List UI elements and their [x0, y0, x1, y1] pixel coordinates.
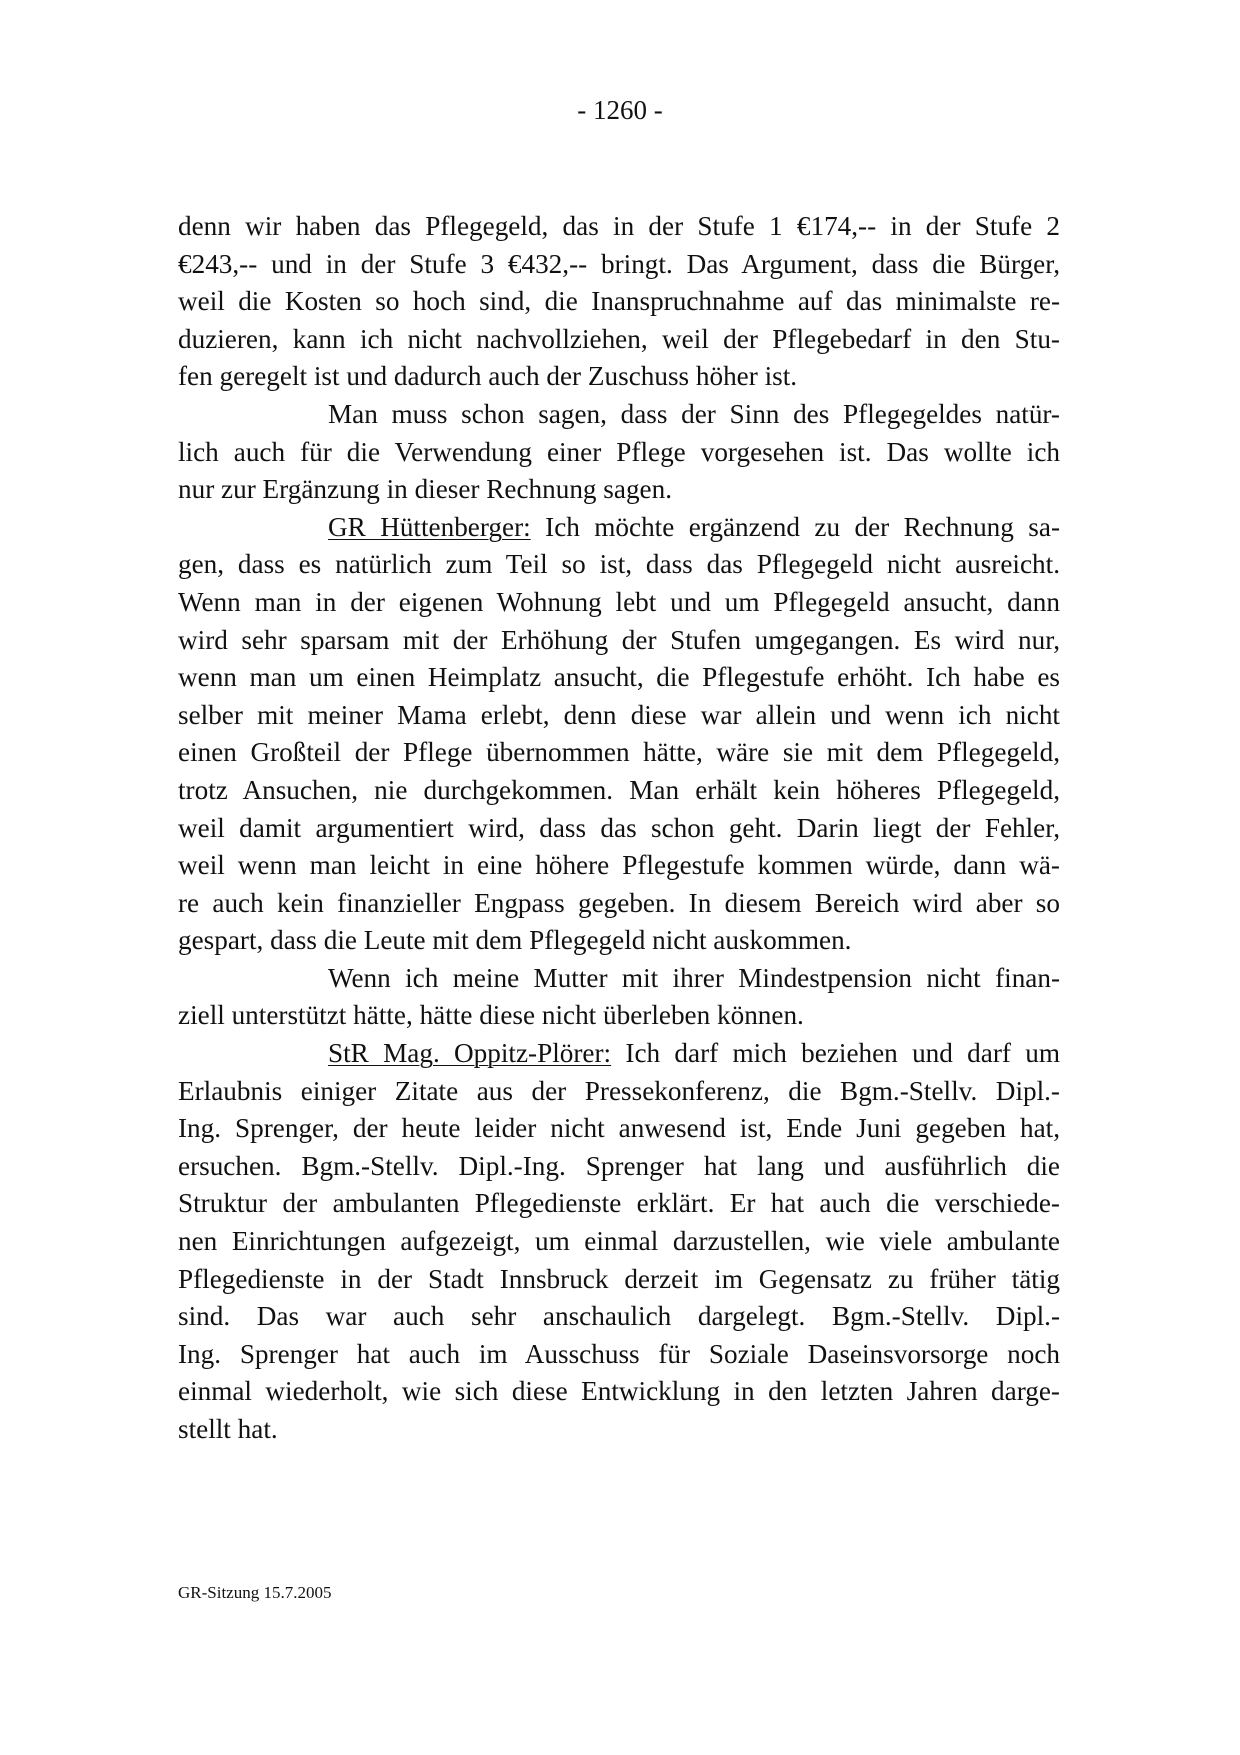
text-line: Pflegedienste in der Stadt Innsbruck derzeit im Gegensatz zu früher tätig	[178, 1263, 1060, 1294]
text-line: Ing. Sprenger hat auch im Ausschuss für Soziale Daseinsvorsorge noch	[178, 1338, 1060, 1369]
speaker-line-text: Ich darf mich beziehen und darf um	[611, 1038, 1060, 1069]
text-line: re auch kein finanzieller Engpass gegeben. In diesem Bereich wird aber so	[178, 887, 1060, 918]
text-line: einen Großteil der Pflege übernommen hätte, wäre sie mit dem Pflegegeld,	[178, 737, 1060, 768]
page-footer: GR-Sitzung 15.7.2005	[178, 1583, 332, 1602]
page-number: - 1260 -	[577, 95, 663, 125]
text-line: €243,-- und in der Stufe 3 €432,-- bringt. Das Argument, dass die Bürger,	[178, 248, 1060, 279]
text-line: lich auch für die Verwendung einer Pflege vorgesehen ist. Das wollte ich	[178, 436, 1060, 467]
text-line: weil die Kosten so hoch sind, die Inanspruchnahme auf das minimalste re-	[178, 286, 1060, 317]
text-line: weil wenn man leicht in eine höhere Pflegestufe kommen würde, dann wä-	[178, 850, 1060, 881]
text-line: Struktur der ambulanten Pflegedienste erklärt. Er hat auch die verschiede-	[178, 1188, 1060, 1219]
text-line: nur zur Ergänzung in dieser Rechnung sagen.	[178, 474, 673, 505]
text-line: gespart, dass die Leute mit dem Pflegegeld nicht auskommen.	[178, 925, 852, 956]
text-line: wird sehr sparsam mit der Erhöhung der Stufen umgegangen. Es wird nur,	[178, 624, 1060, 655]
text-line: Ing. Sprenger, der heute leider nicht anwesend ist, Ende Juni gegeben hat,	[178, 1113, 1060, 1144]
text-line: fen geregelt ist und dadurch auch der Zuschuss höher ist.	[178, 361, 798, 392]
speaker-line-text: Ich möchte ergänzend zu der Rechnung sa-	[530, 511, 1060, 542]
text-line: stellt hat.	[178, 1414, 278, 1444]
document-body	[178, 208, 1060, 1449]
text-line: denn wir haben das Pflegegeld, das in der Stufe 1 €174,-- in der Stufe 2	[178, 211, 1060, 241]
text-line: Man muss schon sagen, dass der Sinn des Pflegegeldes natür-	[328, 398, 1060, 429]
text-line: Erlaubnis einiger Zitate aus der Pressekonferenz, die Bgm.-Stellv. Dipl.-	[178, 1075, 1060, 1106]
text-line: duzieren, kann ich nicht nachvollziehen, weil der Pflegebedarf in den Stu-	[178, 323, 1060, 354]
text-line: nen Einrichtungen aufgezeigt, um einmal darzustellen, wie viele ambulante	[178, 1226, 1060, 1257]
text-line: wenn man um einen Heimplatz ansucht, die Pflegestufe erhöht. Ich habe es	[178, 662, 1060, 693]
speaker-line	[178, 509, 1060, 547]
text-line: selber mit meiner Mama erlebt, denn diese war allein und wenn ich nicht	[178, 699, 1060, 730]
text-line: ersuchen. Bgm.-Stellv. Dipl.-Ing. Sprenger hat lang und ausführlich die	[178, 1150, 1060, 1181]
speaker-line	[178, 1035, 1060, 1073]
text-line: Wenn ich meine Mutter mit ihrer Mindestpension nicht finan-	[328, 962, 1060, 993]
text-line: Wenn man in der eigenen Wohnung lebt und um Pflegegeld ansucht, dann	[178, 586, 1060, 617]
text-line: gen, dass es natürlich zum Teil so ist, dass das Pflegegeld nicht ausreicht.	[178, 549, 1060, 580]
text-line: weil damit argumentiert wird, dass das schon geht. Darin liegt der Fehler,	[178, 812, 1060, 843]
text-line: ziell unterstützt hätte, hätte diese nicht überleben können.	[178, 1000, 804, 1031]
speaker-name: StR Mag. Oppitz-Plörer:	[328, 1038, 612, 1069]
text-line: einmal wiederholt, wie sich diese Entwicklung in den letzten Jahren darge-	[178, 1376, 1060, 1407]
speaker-name: GR Hüttenberger:	[328, 511, 531, 542]
text-line: sind. Das war auch sehr anschaulich dargelegt. Bgm.-Stellv. Dipl.-	[178, 1301, 1060, 1332]
text-line: trotz Ansuchen, nie durchgekommen. Man erhält kein höheres Pflegegeld,	[178, 774, 1060, 805]
